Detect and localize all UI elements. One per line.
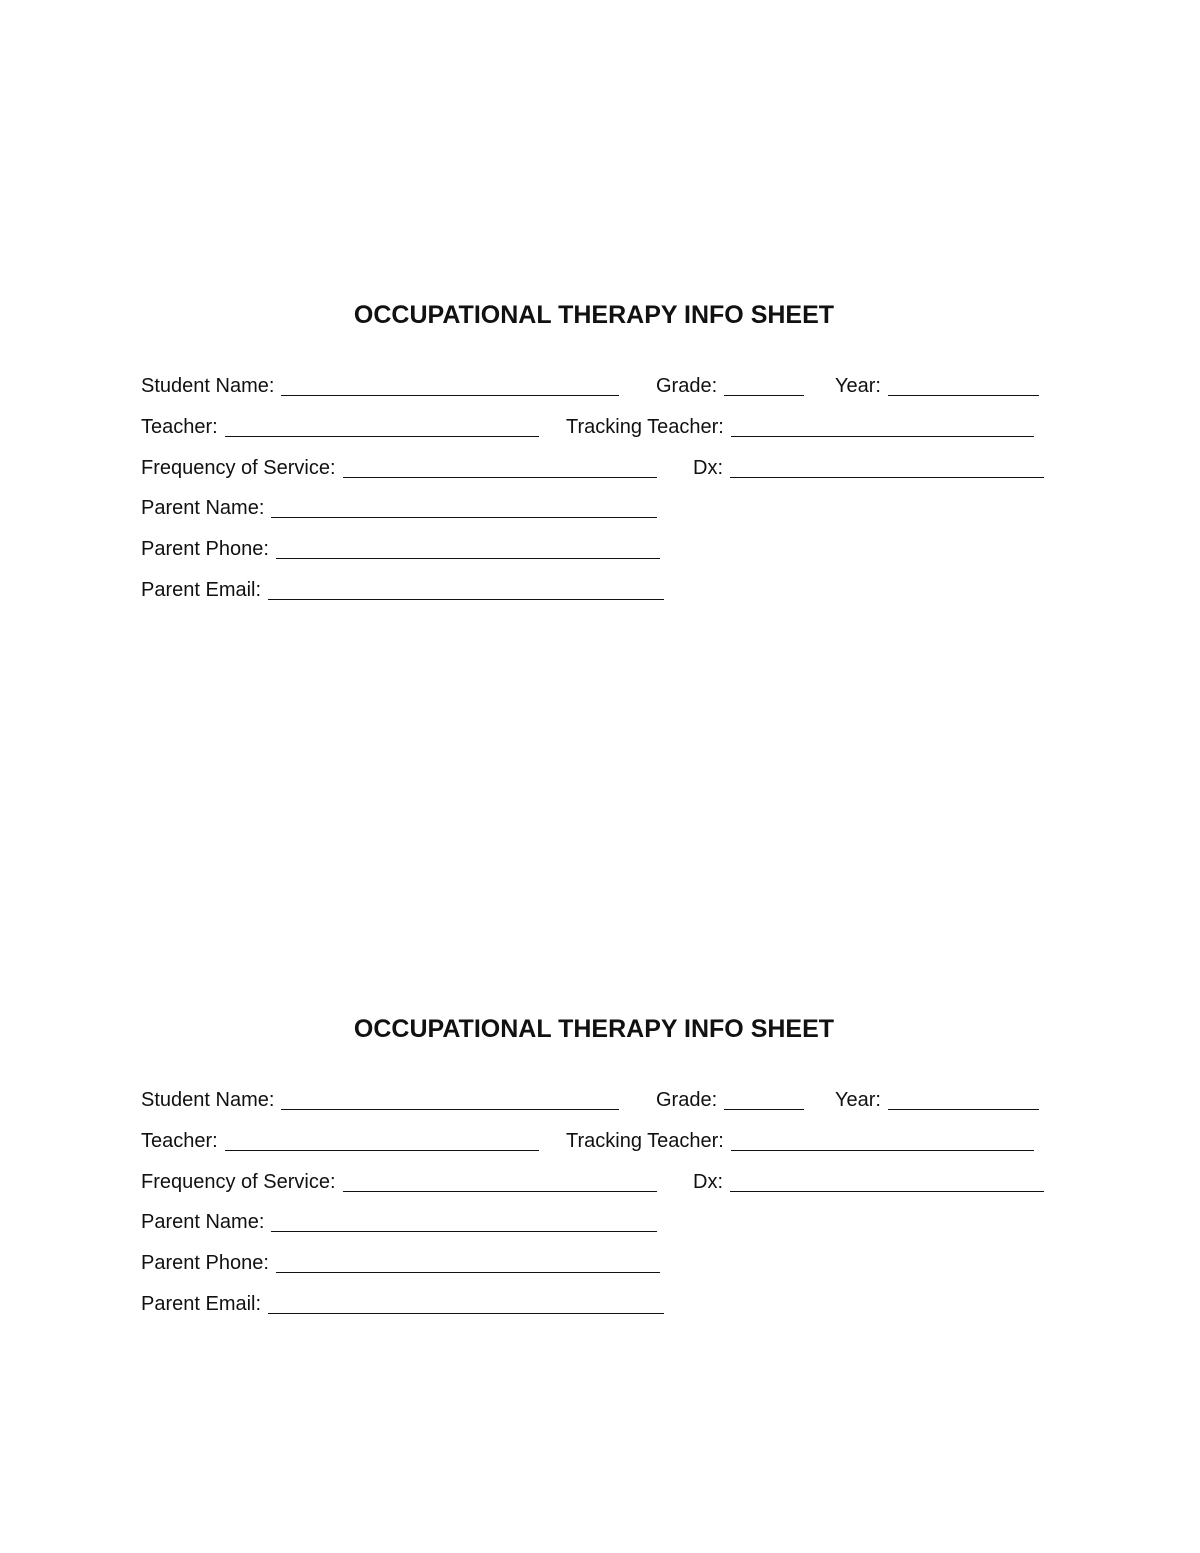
grade-field xyxy=(656,373,804,399)
dx-field xyxy=(693,455,1044,481)
parent-phone-field xyxy=(141,1250,660,1276)
tracking-teacher-field xyxy=(566,1128,1034,1154)
dx-label: Dx: xyxy=(693,457,723,479)
parent-name-label: Parent Name: xyxy=(141,497,265,519)
year-label: Year: xyxy=(835,1089,881,1111)
student-name-field xyxy=(141,373,619,399)
tracking-teacher-label: Tracking Teacher: xyxy=(566,1130,724,1152)
parent-phone-field xyxy=(141,536,660,562)
teacher-field xyxy=(141,1128,539,1154)
dx-label: Dx: xyxy=(693,1171,723,1193)
parent-phone-blank[interactable] xyxy=(276,1252,660,1273)
frequency-of-service-label: Frequency of Service: xyxy=(141,1171,336,1193)
year-blank[interactable] xyxy=(888,375,1039,396)
sheet-title: OCCUPATIONAL THERAPY INFO SHEET xyxy=(353,301,835,329)
student-name-blank[interactable] xyxy=(281,1089,619,1110)
parent-email-blank[interactable] xyxy=(268,579,664,600)
student-name-blank[interactable] xyxy=(281,375,619,396)
year-field xyxy=(835,373,1039,399)
teacher-label: Teacher: xyxy=(141,416,218,438)
parent-email-field xyxy=(141,577,664,603)
parent-name-field xyxy=(141,495,657,521)
frequency-of-service-field xyxy=(141,455,657,481)
parent-email-field xyxy=(141,1291,664,1317)
grade-label: Grade: xyxy=(656,375,718,397)
parent-phone-label: Parent Phone: xyxy=(141,538,269,560)
parent-email-label: Parent Email: xyxy=(141,579,262,601)
dx-blank[interactable] xyxy=(730,1171,1044,1192)
parent-email-label: Parent Email: xyxy=(141,1293,262,1315)
parent-phone-label: Parent Phone: xyxy=(141,1252,269,1274)
sheet-title: OCCUPATIONAL THERAPY INFO SHEET xyxy=(353,1015,835,1043)
frequency-of-service-blank[interactable] xyxy=(343,457,657,478)
grade-label: Grade: xyxy=(656,1089,718,1111)
grade-field xyxy=(656,1087,804,1113)
year-label: Year: xyxy=(835,375,881,397)
parent-name-blank[interactable] xyxy=(271,497,657,518)
teacher-label: Teacher: xyxy=(141,1130,218,1152)
student-name-label: Student Name: xyxy=(141,375,275,397)
frequency-of-service-label: Frequency of Service: xyxy=(141,457,336,479)
teacher-blank[interactable] xyxy=(225,1130,539,1151)
tracking-teacher-blank[interactable] xyxy=(731,1130,1034,1151)
year-blank[interactable] xyxy=(888,1089,1039,1110)
year-field xyxy=(835,1087,1039,1113)
dx-field xyxy=(693,1169,1044,1195)
grade-blank[interactable] xyxy=(724,1089,804,1110)
student-name-label: Student Name: xyxy=(141,1089,275,1111)
teacher-field xyxy=(141,414,539,440)
student-name-field xyxy=(141,1087,619,1113)
tracking-teacher-field xyxy=(566,414,1034,440)
frequency-of-service-field xyxy=(141,1169,657,1195)
tracking-teacher-label: Tracking Teacher: xyxy=(566,416,724,438)
dx-blank[interactable] xyxy=(730,457,1044,478)
parent-name-field xyxy=(141,1209,657,1235)
teacher-blank[interactable] xyxy=(225,416,539,437)
parent-phone-blank[interactable] xyxy=(276,538,660,559)
frequency-of-service-blank[interactable] xyxy=(343,1171,657,1192)
parent-name-label: Parent Name: xyxy=(141,1211,265,1233)
grade-blank[interactable] xyxy=(724,375,804,396)
tracking-teacher-blank[interactable] xyxy=(731,416,1034,437)
parent-email-blank[interactable] xyxy=(268,1293,664,1314)
parent-name-blank[interactable] xyxy=(271,1211,657,1232)
